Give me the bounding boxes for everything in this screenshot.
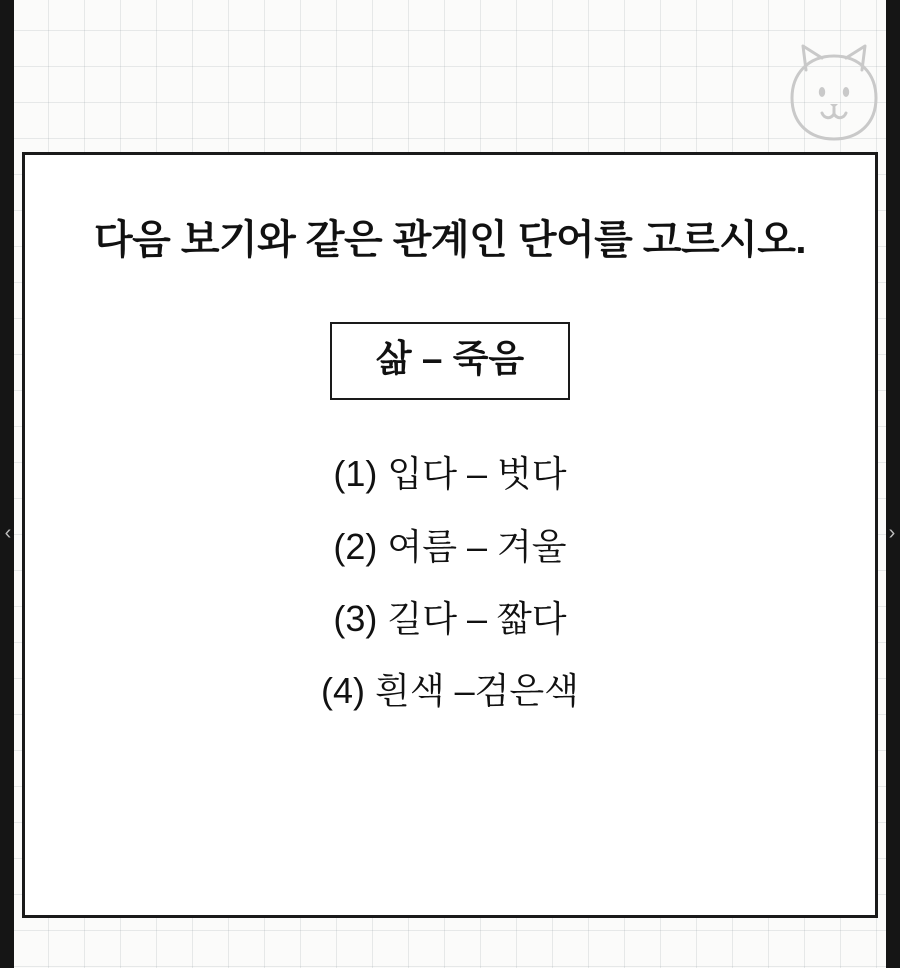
cat-doodle-icon — [786, 36, 882, 146]
question-card — [22, 152, 878, 918]
next-slide-arrow[interactable]: › — [888, 522, 896, 544]
left-letterbox-bar — [0, 0, 14, 968]
choice-option-4[interactable]: (4) 흰색 –검은색 — [321, 670, 579, 711]
choice-option-2[interactable]: (2) 여름 – 겨울 — [333, 525, 567, 567]
question-prompt: 다음 보기와 같은 관계인 단어를 고르시오. — [93, 218, 807, 262]
example-box: 삶 – 죽음 — [330, 322, 570, 400]
prev-slide-arrow[interactable]: ‹ — [4, 522, 12, 544]
example-wrapper — [25, 322, 875, 400]
choice-list — [25, 452, 875, 712]
choice-option-3[interactable]: (3) 길다 – 짧다 — [333, 597, 567, 639]
right-letterbox-bar — [886, 0, 900, 968]
choice-option-1[interactable]: (1) 입다 – 벗다 — [333, 453, 567, 495]
